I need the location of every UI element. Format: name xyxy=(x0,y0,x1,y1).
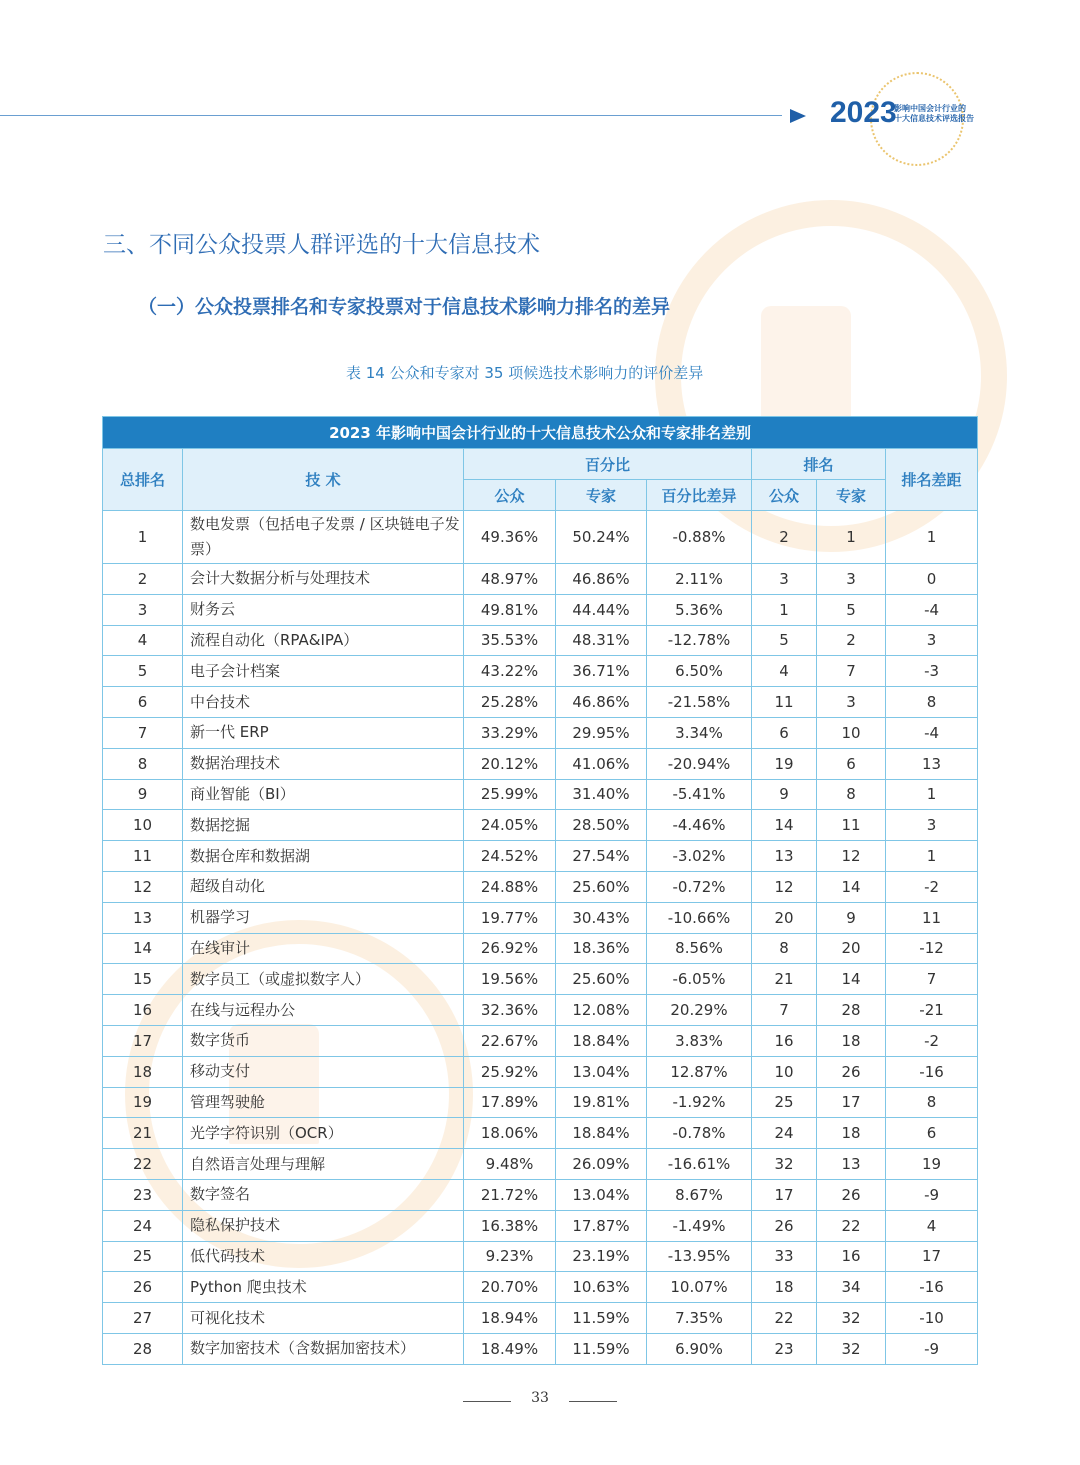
cell-expert-rank: 22 xyxy=(817,1210,886,1241)
cell-total-rank: 27 xyxy=(103,1303,183,1334)
cell-expert-rank: 28 xyxy=(817,995,886,1026)
table-banner: 2023 年影响中国会计行业的十大信息技术公众和专家排名差别 xyxy=(103,417,978,449)
table-row xyxy=(103,594,978,625)
cell-rank-gap: 8 xyxy=(886,687,978,718)
cell-expert-rank: 18 xyxy=(817,1118,886,1149)
table-row xyxy=(103,1272,978,1303)
cell-rank-gap: -2 xyxy=(886,1025,978,1056)
cell-public-rank: 11 xyxy=(752,687,817,718)
cell-public-rank: 21 xyxy=(752,964,817,995)
technology-name: 会计大数据分析与处理技术 xyxy=(190,569,371,588)
technology-name: 流程自动化（RPA&IPA） xyxy=(190,630,359,649)
cell-public-pct: 21.72% xyxy=(464,1179,556,1210)
cell-public-rank: 10 xyxy=(752,1056,817,1087)
cell-total-rank: 18 xyxy=(103,1056,183,1087)
table-row xyxy=(103,1210,978,1241)
cell-public-pct: 33.29% xyxy=(464,717,556,748)
technology-name: 管理驾驶舱 xyxy=(190,1092,266,1111)
technology-name: 商业智能（BI） xyxy=(190,784,295,803)
table-row xyxy=(103,717,978,748)
technology-name: 新一代 ERP xyxy=(190,723,269,742)
table-row xyxy=(103,810,978,841)
cell-pct-diff: -3.02% xyxy=(647,841,752,872)
technology-name: 数据治理技术 xyxy=(190,754,281,773)
report-logo-year: 2023 xyxy=(830,96,897,129)
table-row xyxy=(103,687,978,718)
cell-technology xyxy=(183,748,464,779)
cell-technology xyxy=(183,933,464,964)
cell-pct-diff: 7.35% xyxy=(647,1303,752,1334)
cell-public-pct: 26.92% xyxy=(464,933,556,964)
cell-technology xyxy=(183,717,464,748)
cell-technology xyxy=(183,1303,464,1334)
cell-expert-rank: 12 xyxy=(817,841,886,872)
cell-expert-pct: 13.04% xyxy=(556,1056,647,1087)
cell-public-rank: 1 xyxy=(752,594,817,625)
cell-rank-gap: -16 xyxy=(886,1272,978,1303)
cell-expert-pct: 25.60% xyxy=(556,871,647,902)
cell-pct-diff: -13.95% xyxy=(647,1241,752,1272)
cell-public-pct: 25.99% xyxy=(464,779,556,810)
cell-technology xyxy=(183,1056,464,1087)
cell-expert-rank: 17 xyxy=(817,1087,886,1118)
cell-pct-diff: -0.72% xyxy=(647,871,752,902)
cell-public-rank: 9 xyxy=(752,779,817,810)
header-arrow-icon xyxy=(790,109,806,123)
cell-rank-gap: -12 xyxy=(886,933,978,964)
cell-expert-rank: 32 xyxy=(817,1333,886,1364)
cell-total-rank: 10 xyxy=(103,810,183,841)
cell-technology xyxy=(183,810,464,841)
cell-pct-diff: 12.87% xyxy=(647,1056,752,1087)
cell-public-pct: 16.38% xyxy=(464,1210,556,1241)
cell-public-pct: 18.49% xyxy=(464,1333,556,1364)
cell-expert-rank: 26 xyxy=(817,1179,886,1210)
table-row xyxy=(103,625,978,656)
cell-public-rank: 18 xyxy=(752,1272,817,1303)
cell-public-pct: 18.06% xyxy=(464,1118,556,1149)
cell-total-rank: 14 xyxy=(103,933,183,964)
report-logo-line1: 影响中国会计行业的 xyxy=(894,104,966,113)
cell-public-rank: 22 xyxy=(752,1303,817,1334)
cell-total-rank: 28 xyxy=(103,1333,183,1364)
cell-public-pct: 20.70% xyxy=(464,1272,556,1303)
cell-rank-gap: 19 xyxy=(886,1149,978,1180)
cell-rank-gap: -4 xyxy=(886,717,978,748)
cell-total-rank: 15 xyxy=(103,964,183,995)
cell-total-rank: 2 xyxy=(103,564,183,595)
header-expert-pct: 专家 xyxy=(556,480,647,511)
header-public-pct: 公众 xyxy=(464,480,556,511)
cell-public-rank: 7 xyxy=(752,995,817,1026)
cell-expert-pct: 30.43% xyxy=(556,902,647,933)
cell-technology xyxy=(183,1210,464,1241)
table-row xyxy=(103,1025,978,1056)
cell-rank-gap: 17 xyxy=(886,1241,978,1272)
cell-public-rank: 3 xyxy=(752,564,817,595)
cell-expert-rank: 14 xyxy=(817,871,886,902)
cell-technology xyxy=(183,995,464,1026)
cell-expert-rank: 5 xyxy=(817,594,886,625)
table-row xyxy=(103,1087,978,1118)
cell-pct-diff: -4.46% xyxy=(647,810,752,841)
footer-rule-right xyxy=(569,1401,617,1402)
cell-technology xyxy=(183,1025,464,1056)
table-row xyxy=(103,1149,978,1180)
header-public-rank: 公众 xyxy=(752,480,817,511)
cell-expert-pct: 25.60% xyxy=(556,964,647,995)
table-row xyxy=(103,511,978,564)
table-row xyxy=(103,656,978,687)
cell-expert-pct: 44.44% xyxy=(556,594,647,625)
cell-expert-pct: 10.63% xyxy=(556,1272,647,1303)
cell-public-rank: 20 xyxy=(752,902,817,933)
cell-total-rank: 7 xyxy=(103,717,183,748)
header-rank-group: 排名 xyxy=(752,449,886,480)
page-number: 33 xyxy=(531,1390,549,1406)
cell-pct-diff: 2.11% xyxy=(647,564,752,595)
cell-expert-pct: 27.54% xyxy=(556,841,647,872)
cell-pct-diff: 5.36% xyxy=(647,594,752,625)
cell-public-pct: 35.53% xyxy=(464,625,556,656)
cell-public-rank: 14 xyxy=(752,810,817,841)
cell-technology xyxy=(183,779,464,810)
cell-expert-pct: 46.86% xyxy=(556,564,647,595)
cell-rank-gap: -21 xyxy=(886,995,978,1026)
header-technology: 技 术 xyxy=(183,449,464,511)
cell-expert-rank: 11 xyxy=(817,810,886,841)
cell-public-pct: 17.89% xyxy=(464,1087,556,1118)
cell-expert-rank: 34 xyxy=(817,1272,886,1303)
cell-total-rank: 3 xyxy=(103,594,183,625)
cell-public-rank: 2 xyxy=(752,511,817,564)
cell-expert-rank: 20 xyxy=(817,933,886,964)
cell-pct-diff: 8.56% xyxy=(647,933,752,964)
cell-expert-rank: 3 xyxy=(817,687,886,718)
cell-pct-diff: 6.50% xyxy=(647,656,752,687)
cell-pct-diff: 3.34% xyxy=(647,717,752,748)
technology-name: 自然语言处理与理解 xyxy=(190,1154,326,1173)
table-row xyxy=(103,1241,978,1272)
technology-name: 隐私保护技术 xyxy=(190,1216,281,1235)
cell-public-pct: 49.81% xyxy=(464,594,556,625)
cell-total-rank: 9 xyxy=(103,779,183,810)
cell-public-rank: 6 xyxy=(752,717,817,748)
cell-public-rank: 8 xyxy=(752,933,817,964)
cell-public-pct: 24.05% xyxy=(464,810,556,841)
cell-expert-pct: 50.24% xyxy=(556,511,647,564)
header-rule xyxy=(0,115,782,116)
cell-rank-gap: -10 xyxy=(886,1303,978,1334)
cell-rank-gap: -3 xyxy=(886,656,978,687)
cell-expert-rank: 26 xyxy=(817,1056,886,1087)
cell-total-rank: 21 xyxy=(103,1118,183,1149)
cell-rank-gap: 3 xyxy=(886,810,978,841)
cell-pct-diff: 6.90% xyxy=(647,1333,752,1364)
cell-pct-diff: -1.92% xyxy=(647,1087,752,1118)
technology-name: 机器学习 xyxy=(190,908,251,927)
cell-public-rank: 17 xyxy=(752,1179,817,1210)
cell-rank-gap: 1 xyxy=(886,841,978,872)
cell-total-rank: 13 xyxy=(103,902,183,933)
cell-public-pct: 19.77% xyxy=(464,902,556,933)
cell-public-pct: 24.52% xyxy=(464,841,556,872)
table-row xyxy=(103,964,978,995)
cell-technology xyxy=(183,841,464,872)
cell-technology xyxy=(183,594,464,625)
cell-total-rank: 25 xyxy=(103,1241,183,1272)
cell-rank-gap: -16 xyxy=(886,1056,978,1087)
cell-rank-gap: -4 xyxy=(886,594,978,625)
table-row xyxy=(103,748,978,779)
section-title: 三、不同公众投票人群评选的十大信息技术 xyxy=(103,232,540,258)
technology-name: 财务云 xyxy=(190,600,236,619)
cell-public-pct: 25.28% xyxy=(464,687,556,718)
cell-public-rank: 19 xyxy=(752,748,817,779)
cell-rank-gap: 4 xyxy=(886,1210,978,1241)
cell-total-rank: 1 xyxy=(103,511,183,564)
cell-pct-diff: 3.83% xyxy=(647,1025,752,1056)
cell-pct-diff: -12.78% xyxy=(647,625,752,656)
cell-pct-diff: -6.05% xyxy=(647,964,752,995)
cell-technology xyxy=(183,1179,464,1210)
cell-expert-pct: 36.71% xyxy=(556,656,647,687)
cell-public-rank: 4 xyxy=(752,656,817,687)
header-expert-rank: 专家 xyxy=(817,480,886,511)
cell-rank-gap: 6 xyxy=(886,1118,978,1149)
table-row xyxy=(103,841,978,872)
cell-public-rank: 33 xyxy=(752,1241,817,1272)
cell-expert-rank: 14 xyxy=(817,964,886,995)
cell-expert-rank: 10 xyxy=(817,717,886,748)
cell-pct-diff: -1.49% xyxy=(647,1210,752,1241)
cell-total-rank: 6 xyxy=(103,687,183,718)
header-pct-diff: 百分比差异 xyxy=(647,480,752,511)
ranking-table xyxy=(102,416,978,1365)
cell-expert-rank: 3 xyxy=(817,564,886,595)
cell-total-rank: 22 xyxy=(103,1149,183,1180)
cell-expert-rank: 16 xyxy=(817,1241,886,1272)
cell-total-rank: 11 xyxy=(103,841,183,872)
cell-expert-pct: 28.50% xyxy=(556,810,647,841)
technology-name: 数电发票（包括电子发票 / 区块链电子发票） xyxy=(190,515,460,558)
cell-rank-gap: -9 xyxy=(886,1333,978,1364)
header-rank-gap: 排名差距 xyxy=(886,449,978,511)
technology-name: 移动支付 xyxy=(190,1062,251,1081)
cell-total-rank: 12 xyxy=(103,871,183,902)
report-logo-line2: 十大信息技术评选报告 xyxy=(894,114,974,123)
table-row xyxy=(103,1179,978,1210)
cell-public-pct: 49.36% xyxy=(464,511,556,564)
cell-rank-gap: 8 xyxy=(886,1087,978,1118)
technology-name: 电子会计档案 xyxy=(190,661,281,680)
table-row xyxy=(103,995,978,1026)
cell-technology xyxy=(183,564,464,595)
cell-rank-gap: 1 xyxy=(886,511,978,564)
cell-expert-pct: 18.84% xyxy=(556,1025,647,1056)
cell-technology xyxy=(183,687,464,718)
table-caption: 表 14 公众和专家对 35 项候选技术影响力的评价差异 xyxy=(346,364,704,382)
cell-expert-pct: 11.59% xyxy=(556,1303,647,1334)
table-body xyxy=(103,511,978,1365)
cell-technology xyxy=(183,1241,464,1272)
cell-public-pct: 22.67% xyxy=(464,1025,556,1056)
cell-expert-pct: 41.06% xyxy=(556,748,647,779)
cell-public-pct: 9.23% xyxy=(464,1241,556,1272)
cell-public-rank: 12 xyxy=(752,871,817,902)
cell-technology xyxy=(183,1118,464,1149)
cell-pct-diff: -5.41% xyxy=(647,779,752,810)
cell-total-rank: 24 xyxy=(103,1210,183,1241)
cell-expert-rank: 13 xyxy=(817,1149,886,1180)
subsection-title: （一）公众投票排名和专家投票对于信息技术影响力排名的差异 xyxy=(138,296,671,318)
technology-name: 中台技术 xyxy=(190,692,251,711)
cell-rank-gap: 3 xyxy=(886,625,978,656)
cell-total-rank: 23 xyxy=(103,1179,183,1210)
cell-technology xyxy=(183,1272,464,1303)
cell-pct-diff: 10.07% xyxy=(647,1272,752,1303)
cell-technology xyxy=(183,625,464,656)
cell-technology xyxy=(183,871,464,902)
cell-public-rank: 5 xyxy=(752,625,817,656)
table-row xyxy=(103,1056,978,1087)
technology-name: 在线与远程办公 xyxy=(190,1000,296,1019)
cell-total-rank: 4 xyxy=(103,625,183,656)
cell-public-rank: 24 xyxy=(752,1118,817,1149)
technology-name: 在线审计 xyxy=(190,938,251,957)
cell-pct-diff: -21.58% xyxy=(647,687,752,718)
cell-expert-rank: 18 xyxy=(817,1025,886,1056)
cell-total-rank: 26 xyxy=(103,1272,183,1303)
cell-public-pct: 9.48% xyxy=(464,1149,556,1180)
cell-public-rank: 25 xyxy=(752,1087,817,1118)
cell-pct-diff: 20.29% xyxy=(647,995,752,1026)
table-row xyxy=(103,1118,978,1149)
technology-name: 数字货币 xyxy=(190,1031,251,1050)
cell-public-rank: 26 xyxy=(752,1210,817,1241)
table-row xyxy=(103,871,978,902)
cell-pct-diff: -10.66% xyxy=(647,902,752,933)
cell-expert-pct: 31.40% xyxy=(556,779,647,810)
technology-name: 数字员工（或虚拟数字人） xyxy=(190,969,371,988)
cell-technology xyxy=(183,656,464,687)
cell-expert-pct: 13.04% xyxy=(556,1179,647,1210)
cell-technology xyxy=(183,511,464,564)
cell-pct-diff: -16.61% xyxy=(647,1149,752,1180)
table-row xyxy=(103,564,978,595)
technology-name: 低代码技术 xyxy=(190,1246,266,1265)
cell-expert-rank: 7 xyxy=(817,656,886,687)
cell-pct-diff: -20.94% xyxy=(647,748,752,779)
cell-expert-pct: 18.36% xyxy=(556,933,647,964)
cell-total-rank: 19 xyxy=(103,1087,183,1118)
cell-expert-pct: 23.19% xyxy=(556,1241,647,1272)
cell-rank-gap: 0 xyxy=(886,564,978,595)
header-percentage-group: 百分比 xyxy=(464,449,752,480)
cell-expert-pct: 17.87% xyxy=(556,1210,647,1241)
technology-name: Python 爬虫技术 xyxy=(190,1277,307,1296)
cell-total-rank: 8 xyxy=(103,748,183,779)
cell-expert-pct: 11.59% xyxy=(556,1333,647,1364)
cell-expert-rank: 6 xyxy=(817,748,886,779)
cell-public-pct: 25.92% xyxy=(464,1056,556,1087)
cell-expert-rank: 2 xyxy=(817,625,886,656)
cell-rank-gap: -2 xyxy=(886,871,978,902)
footer-rule-left xyxy=(463,1401,511,1402)
cell-pct-diff: 8.67% xyxy=(647,1179,752,1210)
cell-public-pct: 43.22% xyxy=(464,656,556,687)
cell-public-pct: 24.88% xyxy=(464,871,556,902)
cell-expert-rank: 8 xyxy=(817,779,886,810)
cell-expert-pct: 48.31% xyxy=(556,625,647,656)
technology-name: 超级自动化 xyxy=(190,877,266,896)
cell-public-rank: 23 xyxy=(752,1333,817,1364)
cell-rank-gap: 7 xyxy=(886,964,978,995)
cell-technology xyxy=(183,964,464,995)
cell-expert-pct: 26.09% xyxy=(556,1149,647,1180)
cell-expert-rank: 9 xyxy=(817,902,886,933)
report-logo-text xyxy=(894,104,1004,124)
cell-expert-pct: 18.84% xyxy=(556,1118,647,1149)
technology-name: 数据挖掘 xyxy=(190,815,251,834)
cell-expert-pct: 29.95% xyxy=(556,717,647,748)
cell-expert-pct: 19.81% xyxy=(556,1087,647,1118)
cell-public-rank: 32 xyxy=(752,1149,817,1180)
cell-rank-gap: 1 xyxy=(886,779,978,810)
cell-total-rank: 16 xyxy=(103,995,183,1026)
technology-name: 可视化技术 xyxy=(190,1308,266,1327)
cell-technology xyxy=(183,1333,464,1364)
cell-total-rank: 5 xyxy=(103,656,183,687)
cell-public-pct: 18.94% xyxy=(464,1303,556,1334)
cell-pct-diff: -0.88% xyxy=(647,511,752,564)
cell-public-pct: 19.56% xyxy=(464,964,556,995)
technology-name: 光学字符识别（OCR） xyxy=(190,1123,343,1142)
cell-public-pct: 20.12% xyxy=(464,748,556,779)
cell-expert-pct: 46.86% xyxy=(556,687,647,718)
table-row xyxy=(103,1303,978,1334)
cell-public-rank: 16 xyxy=(752,1025,817,1056)
cell-technology xyxy=(183,1149,464,1180)
cell-public-pct: 48.97% xyxy=(464,564,556,595)
cell-technology xyxy=(183,1087,464,1118)
cell-technology xyxy=(183,902,464,933)
cell-expert-rank: 1 xyxy=(817,511,886,564)
cell-rank-gap: -9 xyxy=(886,1179,978,1210)
technology-name: 数据仓库和数据湖 xyxy=(190,846,311,865)
cell-rank-gap: 13 xyxy=(886,748,978,779)
cell-total-rank: 17 xyxy=(103,1025,183,1056)
cell-rank-gap: 11 xyxy=(886,902,978,933)
table-row xyxy=(103,779,978,810)
table-row xyxy=(103,933,978,964)
cell-expert-rank: 32 xyxy=(817,1303,886,1334)
table-row xyxy=(103,1333,978,1364)
technology-name: 数字签名 xyxy=(190,1185,251,1204)
technology-name: 数字加密技术（含数据加密技术） xyxy=(190,1339,416,1358)
cell-pct-diff: -0.78% xyxy=(647,1118,752,1149)
cell-public-pct: 32.36% xyxy=(464,995,556,1026)
cell-expert-pct: 12.08% xyxy=(556,995,647,1026)
header-total-rank: 总排名 xyxy=(103,449,183,511)
table-row xyxy=(103,902,978,933)
cell-public-rank: 13 xyxy=(752,841,817,872)
